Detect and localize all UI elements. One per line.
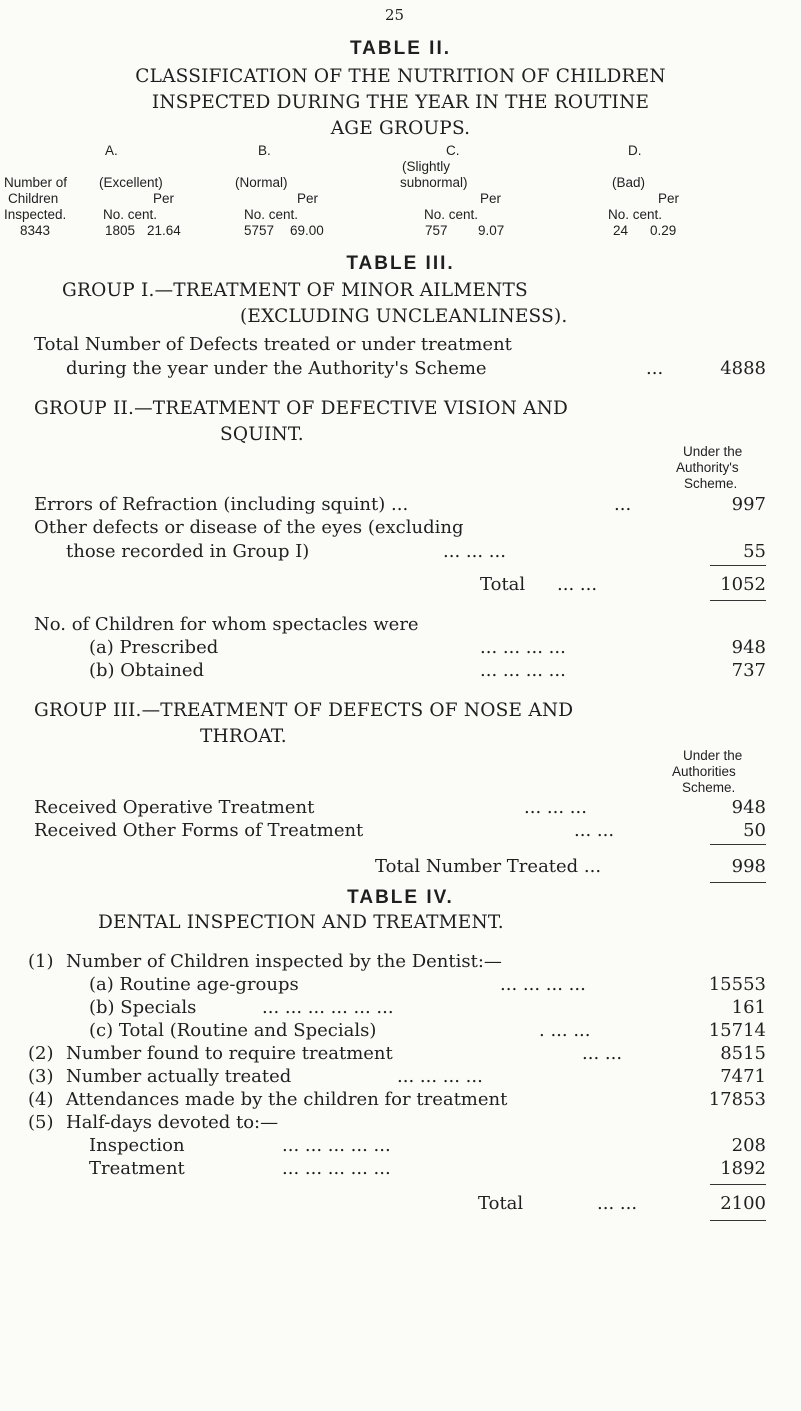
- table2-inspected-label: Inspected.: [4, 207, 67, 222]
- group3-total-value: 998: [731, 856, 766, 877]
- group1-line2: during the year under the Authority's Scheme: [66, 358, 487, 379]
- group3-row2-value: 50: [743, 820, 766, 841]
- group3-row1-label: Received Operative Treatment: [34, 797, 315, 818]
- table4-item-label: (b) Specials: [89, 997, 197, 1018]
- group3-heading-line2: THROAT.: [200, 726, 287, 747]
- table2-total-inspected: 8343: [20, 223, 51, 238]
- table4-item-num: (4): [28, 1089, 54, 1110]
- table4-item-dots: ... ... ... ... ... ...: [262, 997, 394, 1018]
- group2-col-header-line1: Under the: [683, 444, 743, 459]
- group3-row1-value: 948: [731, 797, 766, 818]
- table4-item-value: 1892: [720, 1158, 766, 1179]
- group2-spectacles-label: No. of Children for whom spectacles were: [34, 614, 419, 635]
- page-number: 25: [385, 6, 405, 24]
- group2-heading-line2: SQUINT.: [220, 424, 304, 445]
- table2-nocent-a: No. cent.: [103, 207, 158, 222]
- table4-item-num: (5): [28, 1112, 54, 1133]
- table2-cat-normal: (Normal): [235, 175, 288, 190]
- table4-item-label: Inspection: [89, 1135, 185, 1156]
- table4-item-num: (3): [28, 1066, 54, 1087]
- group1-heading-line2: (EXCLUDING UNCLEANLINESS).: [240, 306, 568, 327]
- table4-total-dots: ... ...: [597, 1193, 638, 1214]
- table4-item-value: 8515: [720, 1043, 766, 1064]
- group2-col-header-line3: Scheme.: [684, 476, 738, 491]
- group2-total-dots: ... ...: [557, 574, 598, 595]
- group2-total-rule: [710, 600, 766, 601]
- table2-b-number: 5757: [244, 223, 275, 238]
- group2-row1-dots: ...: [614, 494, 632, 515]
- table4-item-label: Attendances made by the children for treatment: [66, 1089, 508, 1110]
- table4-title: TABLE IV.: [347, 887, 454, 908]
- table2-col-letter-b: B.: [258, 143, 271, 158]
- table2-title: TABLE II.: [349, 38, 452, 59]
- group3-total-label: Total Number Treated ...: [375, 856, 602, 877]
- table4-item-label: Half-days devoted to:—: [66, 1112, 279, 1133]
- group1-line1: Total Number of Defects treated or under treatment: [34, 334, 512, 355]
- table4-total-label: Total: [478, 1193, 524, 1214]
- table2-c-number: 757: [425, 223, 448, 238]
- table4-item-dots: . ... ...: [539, 1020, 591, 1041]
- table2-heading-line2: INSPECTED DURING THE YEAR IN THE ROUTINE: [151, 92, 650, 113]
- table2-b-percent: 69.00: [290, 223, 324, 238]
- table2-col-letter-a: A.: [105, 143, 118, 158]
- table4-item-label: Number of Children inspected by the Dentist:—: [66, 951, 502, 972]
- table2-nocent-b: No. cent.: [244, 207, 299, 222]
- table4-item-label: Treatment: [89, 1158, 185, 1179]
- group3-row2-label: Received Other Forms of Treatment: [34, 820, 364, 841]
- table4-total-value: 2100: [720, 1193, 766, 1214]
- group2-obtained-label: (b) Obtained: [89, 660, 205, 681]
- group1-value: 4888: [720, 358, 766, 379]
- table4-item-value: 15714: [708, 1020, 766, 1041]
- table2-nocent-c: No. cent.: [424, 207, 479, 222]
- table2-children-label: Children: [8, 191, 59, 206]
- table4-item-label: (c) Total (Routine and Specials): [89, 1020, 377, 1041]
- table2-per-a: Per: [153, 191, 175, 206]
- table4-item-value: 7471: [720, 1066, 766, 1087]
- group2-total-label: Total: [480, 574, 526, 595]
- table4-heading: DENTAL INSPECTION AND TREATMENT.: [98, 912, 504, 933]
- table4-item-dots: ... ...: [582, 1043, 623, 1064]
- table4-item-label: (a) Routine age-groups: [89, 974, 299, 995]
- group2-row1-value: 997: [731, 494, 766, 515]
- table2-per-d: Per: [658, 191, 680, 206]
- table2-number-of-label: Number of: [4, 175, 68, 190]
- table4-item-num: (1): [28, 951, 54, 972]
- table2-d-percent: 0.29: [650, 223, 677, 238]
- group3-row2-dots: ... ...: [574, 820, 615, 841]
- table2-c-percent: 9.07: [478, 223, 505, 238]
- table2-cat-bad: (Bad): [612, 175, 646, 190]
- table2-col-letter-c: C.: [446, 143, 460, 158]
- table4-item-dots: ... ... ... ... ...: [282, 1158, 391, 1179]
- table2-slightly-label: (Slightly: [402, 159, 451, 174]
- table4-total-rule: [710, 1220, 766, 1221]
- table4-item-value: 17853: [708, 1089, 766, 1110]
- table2-col-letter-d: D.: [628, 143, 642, 158]
- table4-item-label: Number found to require treatment: [66, 1043, 393, 1064]
- table4-item-value: 161: [731, 997, 766, 1018]
- table2-per-c: Per: [480, 191, 502, 206]
- table2-d-number: 24: [613, 223, 629, 238]
- group3-col-header-line3: Scheme.: [682, 780, 736, 795]
- group3-col-header-line1: Under the: [683, 748, 743, 763]
- group2-row2-label-line1: Other defects or disease of the eyes (excluding: [34, 517, 464, 538]
- group2-row2-label-line2: those recorded in Group I): [66, 541, 310, 562]
- group2-row2-value: 55: [743, 541, 766, 562]
- group1-dots: ...: [646, 358, 664, 379]
- table2-per-b: Per: [297, 191, 319, 206]
- table2-a-number: 1805: [105, 223, 136, 238]
- group2-prescribed-label: (a) Prescribed: [89, 637, 219, 658]
- table4-item-value: 15553: [708, 974, 766, 995]
- table4-item-dots: ... ... ... ... ...: [282, 1135, 391, 1156]
- table4-subtotal-rule: [710, 1184, 766, 1185]
- group2-prescribed-dots: ... ... ... ...: [480, 637, 566, 658]
- group1-heading-line1: GROUP I.—TREATMENT OF MINOR AILMENTS: [62, 280, 528, 301]
- group3-subtotal-rule: [710, 844, 766, 845]
- group2-prescribed-value: 948: [731, 637, 766, 658]
- table2-heading-line1: CLASSIFICATION OF THE NUTRITION OF CHILDREN: [135, 66, 666, 87]
- group2-obtained-dots: ... ... ... ...: [480, 660, 566, 681]
- group2-col-header-line2: Authority's: [676, 460, 739, 475]
- group2-row2-dots: ... ... ...: [443, 541, 506, 562]
- group3-row1-dots: ... ... ...: [524, 797, 587, 818]
- group2-total-value: 1052: [720, 574, 766, 595]
- table4-item-num: (2): [28, 1043, 54, 1064]
- group3-heading-line1: GROUP III.—TREATMENT OF DEFECTS OF NOSE AND: [34, 700, 574, 721]
- table2-cat-subnormal: subnormal): [400, 175, 468, 190]
- group3-col-header-line2: Authorities: [672, 764, 736, 779]
- group2-subtotal-rule: [710, 565, 766, 566]
- table4-item-dots: ... ... ... ...: [397, 1066, 483, 1087]
- group2-heading-line1: GROUP II.—TREATMENT OF DEFECTIVE VISION AND: [34, 398, 569, 419]
- table4-item-value: 208: [731, 1135, 766, 1156]
- table2-nocent-d: No. cent.: [608, 207, 663, 222]
- table2-cat-excellent: (Excellent): [99, 175, 163, 190]
- table4-item-label: Number actually treated: [66, 1066, 292, 1087]
- table2-heading-line3: AGE GROUPS.: [330, 118, 471, 139]
- table2-a-percent: 21.64: [147, 223, 181, 238]
- group2-obtained-value: 737: [731, 660, 766, 681]
- table4-item-dots: ... ... ... ...: [500, 974, 586, 995]
- group2-row1-label: Errors of Refraction (including squint) ...: [34, 494, 409, 515]
- table3-title: TABLE III.: [346, 253, 455, 274]
- group3-total-rule: [710, 882, 766, 883]
